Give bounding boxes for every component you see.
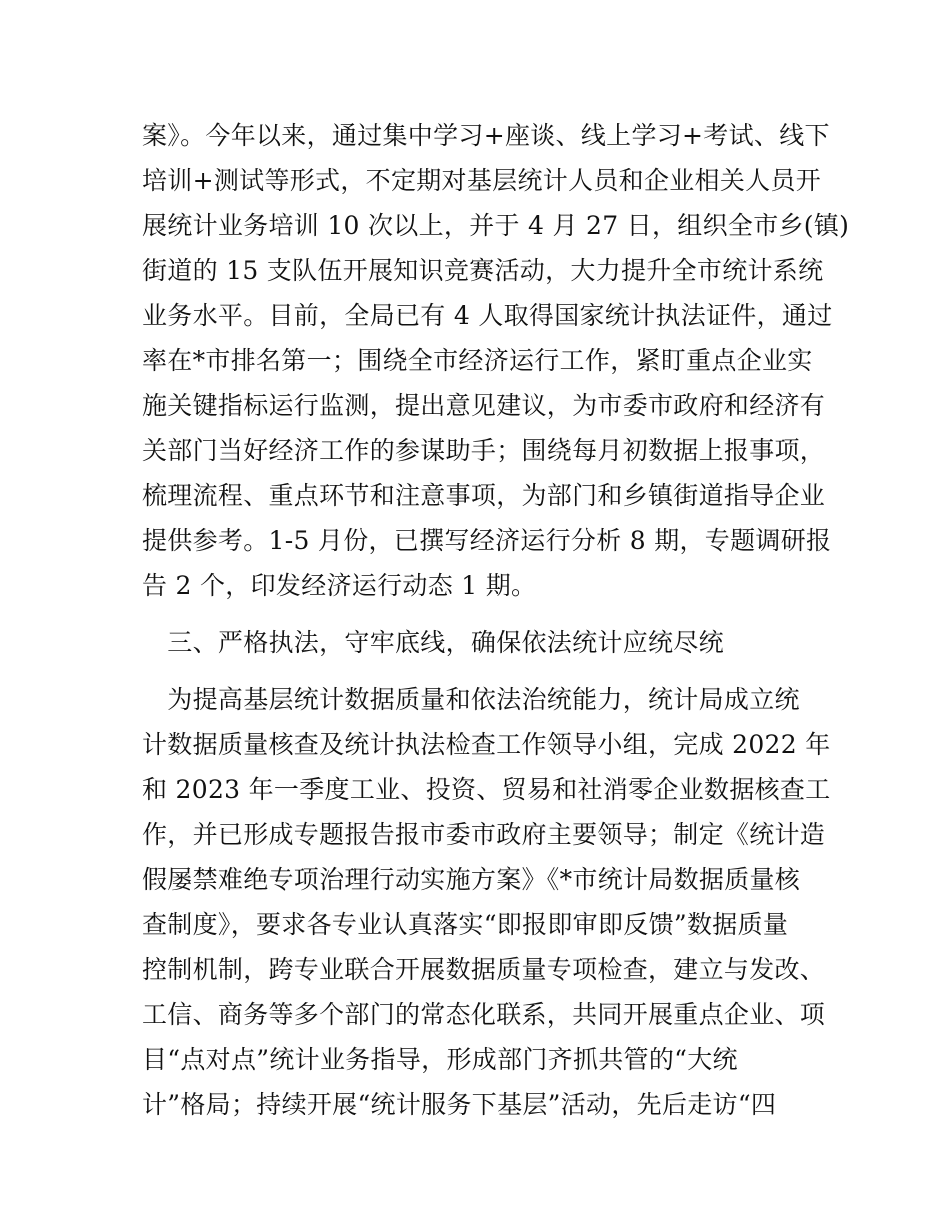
paragraph-training [142,113,850,608]
text-line: 查制度》，要求各专业认真落实“即报即审即反馈”数据质量 [142,910,789,939]
text-line: 控制机制，跨专业联合开展数据质量专项检查，建立与发改、 [142,955,826,984]
text-line: 施关键指标运行监测，提出意见建议，为市委市政府和经济有 [142,391,826,420]
section-heading: 三、严格执法，守牢底线，确保依法统计应统尽统 [142,628,724,657]
text-line: 提供参考。1-5 月份，已撰写经济运行分析 8 期，专题调研报 [142,526,832,555]
document-body [142,113,850,1127]
text-line: 工信、商务等多个部门的常态化联系，共同开展重点企业、项 [142,1000,826,1029]
text-line: 和 2023 年一季度工业、投资、贸易和社消零企业数据核查工 [142,775,831,804]
paragraph-enforcement [142,677,831,1127]
text-line: 假屡禁难绝专项治理行动实施方案》《*市统计局数据质量核 [142,865,801,894]
text-line: 关部门当好经济工作的参谋助手；围绕每月初数据上报事项， [142,436,826,465]
text-line: 告 2 个，印发经济运行动态 1 期。 [142,571,537,600]
text-line: 作，并已形成专题报告报市委市政府主要领导；制定《统计造 [142,820,826,849]
text-line: 计数据质量核查及统计执法检查工作领导小组，完成 2022 年 [142,730,831,759]
text-line: 展统计业务培训 10 次以上，并于 4 月 27 日，组织全市乡(镇) [142,211,850,240]
text-line: 计”格局；持续开展“统计服务下基层”活动，先后走访“四 [142,1090,777,1119]
text-line: 为提高基层统计数据质量和依法治统能力，统计局成立统 [142,685,800,714]
text-line: 目“点对点”统计业务指导，形成部门齐抓共管的“大统 [142,1045,738,1074]
text-line: 街道的 15 支队伍开展知识竞赛活动，大力提升全市统计系统 [142,256,824,285]
text-line: 培训+测试等形式，不定期对基层统计人员和企业相关人员开 [142,166,822,195]
text-line: 业务水平。目前，全局已有 4 人取得国家统计执法证件，通过 [142,301,833,330]
text-line: 梳理流程、重点环节和注意事项，为部门和乡镇街道指导企业 [142,481,826,510]
text-line: 率在*市排名第一；围绕全市经济运行工作，紧盯重点企业实 [142,346,813,375]
text-line: 案》。今年以来，通过集中学习+座谈、线上学习+考试、线下 [142,121,830,150]
